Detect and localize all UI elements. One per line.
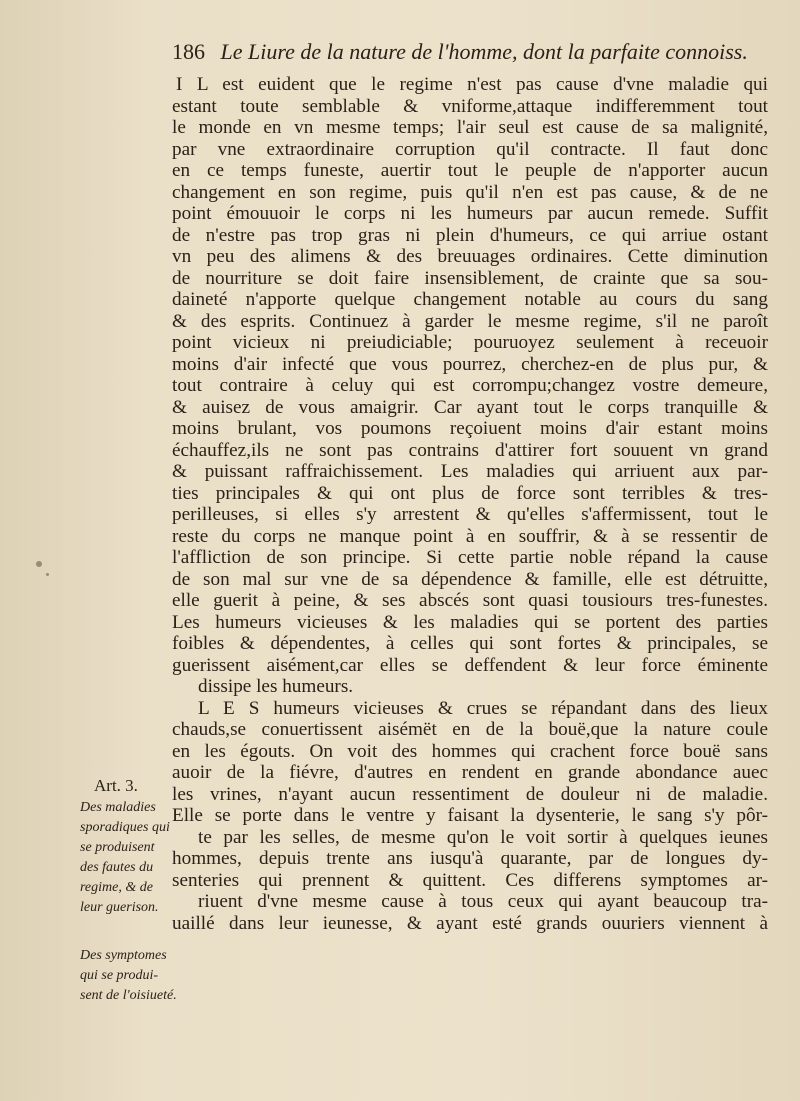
text-line: chauds,se conuertissent aisémët en de la bouë,que la nature coule [172, 719, 768, 740]
margin-note-line: se produisent [80, 840, 155, 855]
text-line: le monde en vn mesme temps; l'air seul est cause de sa malignité, [172, 117, 768, 138]
margin-note-line: sporadiques qui [80, 820, 170, 835]
running-title: Le Liure de la nature de l'homme, dont la parfaite connoiss. [220, 39, 748, 64]
text-line: uaillé dans leur ieunesse, & ayant esté grands ouuriers viennent à [172, 912, 768, 934]
text-line: vn peu des alimens & des breuuages ordinaires. Cette diminution [172, 246, 768, 267]
margin-note-2 [80, 946, 177, 1006]
margin-note-line: Des symptomes [80, 948, 167, 963]
text-line: les vrines, n'ayant aucun ressentiment de douleur ni de maladie. [172, 783, 768, 805]
main-text [172, 74, 768, 934]
margin-note-line: regime, & de [80, 880, 153, 895]
text-line: échauffez,ils ne sont pas contrains d'attirer fort souuent vn grand [172, 439, 768, 461]
text-line: moins brulant, vos poumons reçoiuent moins d'air estant moins [172, 418, 768, 439]
paragraph-2 [172, 698, 768, 935]
text-line: Les humeurs vicieuses & les maladies qui se portent des parties [172, 611, 768, 633]
text-line: par vne extraordinaire corruption qu'il contracte. Il faut donc [172, 138, 768, 160]
text-line: en ce temps funeste, auertir tout le peuple de n'apporter aucun [172, 160, 768, 181]
paper-speck [46, 573, 49, 576]
text-line: & des esprits. Continuez à garder le mesme regime, s'il ne paroît [172, 310, 768, 332]
text-line: point émouuoir le corps ni les humeurs par aucun remede. Suffit [172, 203, 768, 224]
text-line: L E S humeurs vicieuses & crues se répandant dans des lieux [198, 697, 768, 719]
paragraph-1 [172, 74, 768, 698]
text-line: moins d'air infecté que vous pourrez, cherchez-en de plus pur, & [172, 353, 768, 375]
running-header [172, 38, 772, 66]
margin-note-line: qui se produi- [80, 968, 159, 983]
text-line: tout contraire à celuy qui est corrompu;changez vostre demeure, [172, 375, 768, 396]
text-line: & puissant raffraichissement. Les maladies qui arriuent aux par- [172, 461, 768, 482]
page-number: 186 [172, 39, 205, 64]
text-line: en les égouts. On voit des hommes qui crachent force bouë sans [172, 740, 768, 762]
text-line: riuent d'vne mesme cause à tous ceux qui ayant beaucoup tra- [198, 891, 768, 912]
text-line: hommes, depuis trente ans iusqu'à quarante, par de longues dy- [172, 848, 768, 869]
text-line: point vicieux ni preiudiciable; pouruoyez seulement à receuoir [172, 332, 768, 353]
text-line: foibles & dépendentes, à celles qui sont fortes & principales, se [172, 633, 768, 654]
text-line: de son mal sur vne de sa dépendence & famille, elle est détruitte, [172, 568, 768, 590]
text-line: l'affliction de son principe. Si cette partie noble répand la cause [172, 547, 768, 568]
text-line: auoir de la fiévre, d'autres en rendent en grande abondance auec [172, 762, 768, 783]
margin-note-1 [80, 776, 172, 918]
margin-note-line: des fautes du [80, 860, 154, 875]
text-line: Elle se porte dans le ventre y faisant la dysenterie, le sang s'y pôr- [172, 805, 768, 826]
text-line: te par les selles, de mesme qu'on le voit sortir à quelques ieunes [198, 826, 768, 848]
text-line: de nourriture se doit faire insensiblement, de crainte que sa sou- [172, 267, 768, 289]
text-line: dissipe les humeurs. [198, 676, 354, 697]
text-line: senteries qui prennent & quittent. Ces differens symptomes ar- [172, 869, 768, 891]
paper-speck [36, 561, 42, 567]
margin-note-line: Des maladies [80, 800, 156, 815]
text-line: de n'estre pas trop gras ni plein d'humeurs, ce qui arriue ostant [172, 224, 768, 246]
text-line: perilleuses, si elles s'y arrestent & qu'elles s'affermissent, tout le [172, 504, 768, 525]
margin-note-line: leur guerison. [80, 900, 159, 915]
article-number: Art. 3. [94, 776, 138, 795]
text-line: estant toute semblable & vniforme,attaque indifferemment tout [172, 95, 768, 117]
text-line: elle guerit à peine, & ses abscés sont quasi tousiours tres-funestes. [172, 590, 768, 611]
text-line: I L est euident que le regime n'est pas cause d'vne maladie qui [176, 74, 768, 95]
text-line: daineté n'apporte quelque changement notable au cours du sang [172, 289, 768, 310]
text-line: changement en son regime, puis qu'il n'en est pas cause, & de ne [172, 181, 768, 203]
text-line: ties principales & qui ont plus de force sont terribles & tres- [172, 482, 768, 504]
text-line: & auisez de vous amaigrir. Car ayant tout le corps tranquille & [172, 396, 768, 418]
text-line: reste du corps ne manque point à en souffrir, & à se ressentir de [172, 525, 768, 547]
text-line: guerissent aisément,car elles se deffendent & leur force éminente [172, 654, 768, 676]
margin-note-line: sent de l'oisiueté. [80, 988, 177, 1003]
